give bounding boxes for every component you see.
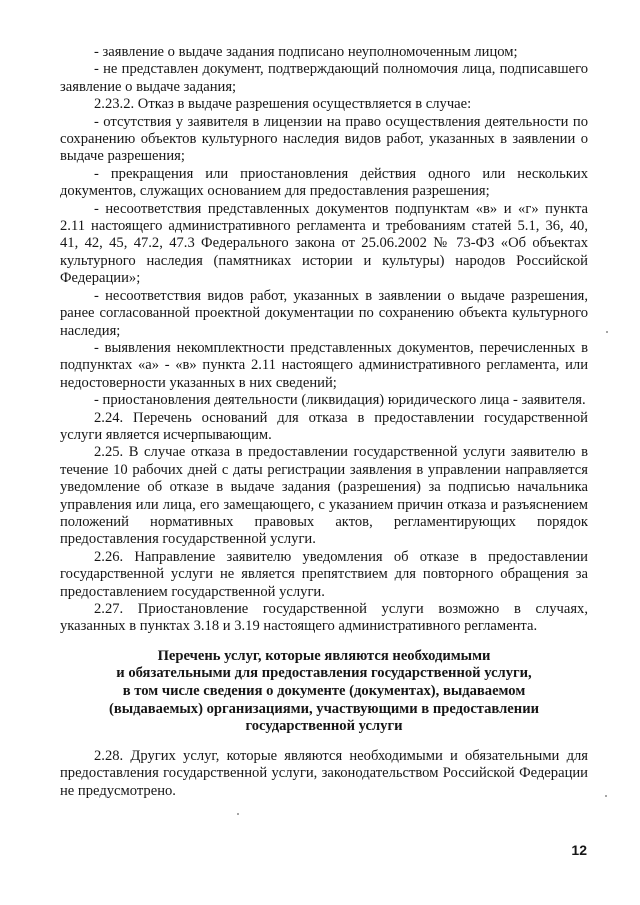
paragraph: 2.25. В случае отказа в предоставлении государственной услуги заявителю в течение 10 рабочих дней с даты регистрации заявления в управлении направляется уведомление об отказе в выдаче задания (разрешения) за подписью начальника управления или лица, его замещающего, с указанием причин отказа и разъяснением положений нормативных правовых актов, регламентирующих порядок предоставления государственной услуги. [60, 444, 588, 548]
paragraph: - приостановления деятельности (ликвидация) юридического лица - заявителя. [94, 392, 586, 409]
heading-line: государственной услуги [245, 718, 403, 735]
paragraph: 2.26. Направление заявителю уведомления об отказе в предоставлении государственной услуги не является препятствием для повторного обращения за предоставлением государственной услуги. [60, 548, 588, 600]
paragraph: - несоответствия видов работ, указанных в заявлении о выдаче разрешения, ранее согласованной проектной документации по сохранению объекта культурного наследия; [60, 287, 588, 339]
heading-line: (выдаваемых) организациями, участвующими в предоставлении [108, 700, 540, 717]
scan-speck [237, 813, 239, 815]
paragraph: 2.28. Других услуг, которые являются необходимыми и обязательными для предоставления государственной услуги, законодательством Российской Федерации не предусмотрено. [60, 747, 588, 799]
heading-line: Перечень услуг, которые являются необходимыми [157, 647, 491, 664]
scan-speck [605, 795, 607, 797]
page-number: 12 [571, 842, 587, 858]
heading-line: в том числе сведения о документе (документах), выдаваемом [122, 683, 526, 699]
paragraph: 2.23.2. Отказ в выдаче разрешения осуществляется в случае: [94, 96, 472, 113]
paragraph: 2.24. Перечень оснований для отказа в предоставлении государственной услуги является исчерпывающим. [60, 409, 588, 443]
paragraph: - несоответствия представленных документов подпунктам «в» и «г» пункта 2.11 настоящего административного регламента и требованиям статей 5.1, 36, 40, 41, 42, 45, 47.2, 47.3 Федерального закона от 25.06.2002 № 73-ФЗ «Об объектах культурного наследия (памятниках истории и культуры) народов Российской Федерации»; [60, 200, 588, 287]
section-heading [60, 648, 588, 736]
paragraph: - отсутствия у заявителя в лицензии на право осуществления деятельности по сохранению объектов культурного наследия видов работ, указанных в заявлении о выдаче разрешения; [60, 113, 588, 165]
scan-speck [606, 331, 608, 333]
paragraph: 2.27. Приостановление государственной услуги возможно в случаях, указанных в пунктах 3.18 и 3.19 настоящего административного регламента. [60, 601, 588, 635]
heading-line: и обязательными для предоставления государственной услуги, [116, 665, 532, 682]
paragraph: - не представлен документ, подтверждающий полномочия лица, подписавшего заявление о выдаче задания; [60, 61, 588, 95]
paragraph: - прекращения или приостановления действия одного или нескольких документов, служащих основанием для предоставления разрешения; [60, 165, 588, 200]
paragraph: - выявления некомплектности представленных документов, перечисленных в подпунктах «а» - «в» пункта 2.11 настоящего административного регламента, или недостоверности указанных в них сведений; [60, 339, 588, 391]
paragraph: - заявление о выдаче задания подписано неуполномоченным лицом; [94, 44, 518, 60]
